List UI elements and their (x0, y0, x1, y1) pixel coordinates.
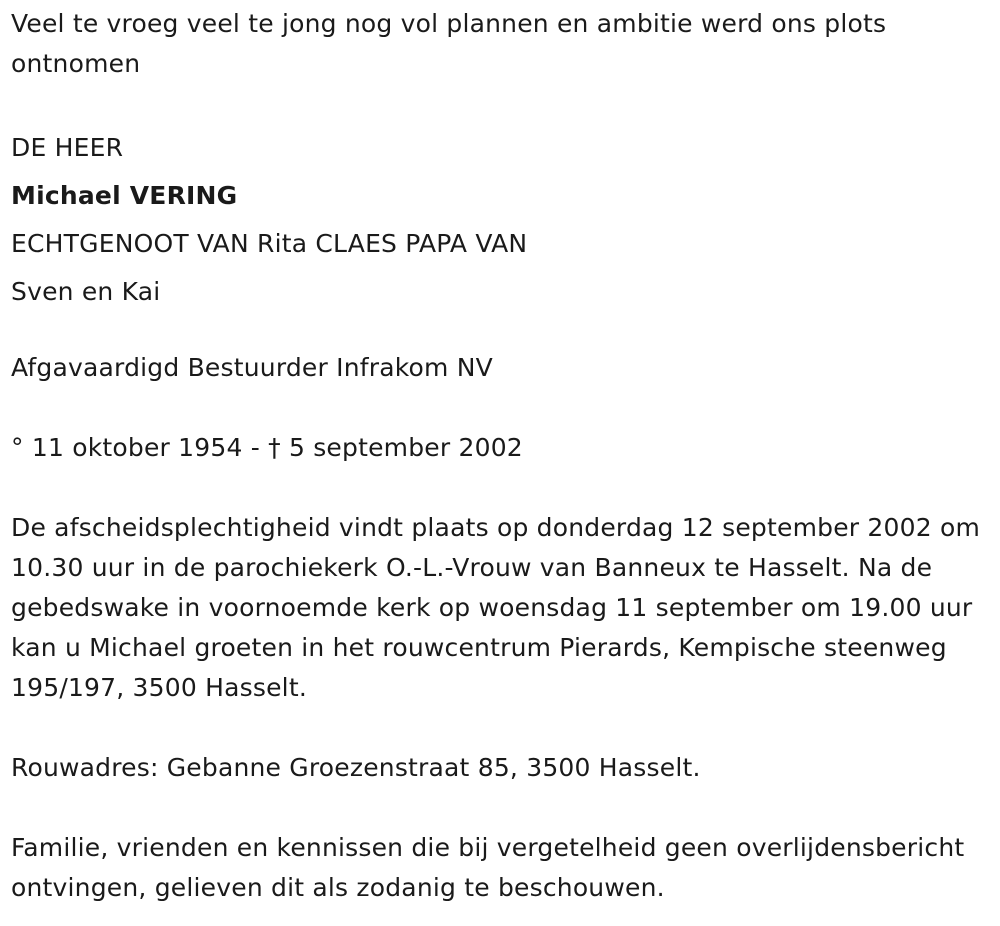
spacer (11, 788, 986, 828)
ceremony-text: De afscheidsplechtigheid vindt plaats op donderdag 12 september 2002 om 10.30 uur in de parochiekerk O.-L.-Vrouw van Banneux te Hasselt. Na de gebedswake in voornoemde kerk op woensdag 11 september om 19.00 uur kan u Michael groeten in het rouwcentrum Pierards, Kempische steenweg 195/197, 3500 Hasselt. (11, 513, 981, 702)
intro-text: Veel te vroeg veel te jong nog vol plannen en ambitie werd ons plots ontnomen (11, 9, 887, 78)
life-dates (11, 428, 986, 468)
title-text: DE HEER (11, 133, 124, 162)
children-text: Sven en Kai (11, 277, 161, 306)
birth-symbol: ° (11, 433, 24, 462)
spacer (11, 316, 986, 348)
death-date: 5 september 2002 (280, 433, 523, 462)
spacer (11, 708, 986, 748)
obituary-text (11, 4, 986, 908)
address-text: Rouwadres: Gebanne Groezenstraat 85, 3500 Hasselt. (11, 753, 701, 782)
death-cross-icon: † (268, 433, 281, 462)
spouse-text: ECHTGENOOT VAN Rita CLAES PAPA VAN (11, 229, 528, 258)
birth-date: 11 oktober 1954 - (23, 433, 269, 462)
function-text: Afgavaardigd Bestuurder Infrakom NV (11, 353, 493, 382)
closing-text: Familie, vrienden en kennissen die bij vergetelheid geen overlijdensbericht ontvingen, gelieven dit als zodanig te beschouwen. (11, 833, 965, 902)
spacer (11, 468, 986, 508)
spacer (11, 84, 986, 124)
spacer (11, 388, 986, 428)
deceased-name: Michael VERING (11, 181, 238, 210)
